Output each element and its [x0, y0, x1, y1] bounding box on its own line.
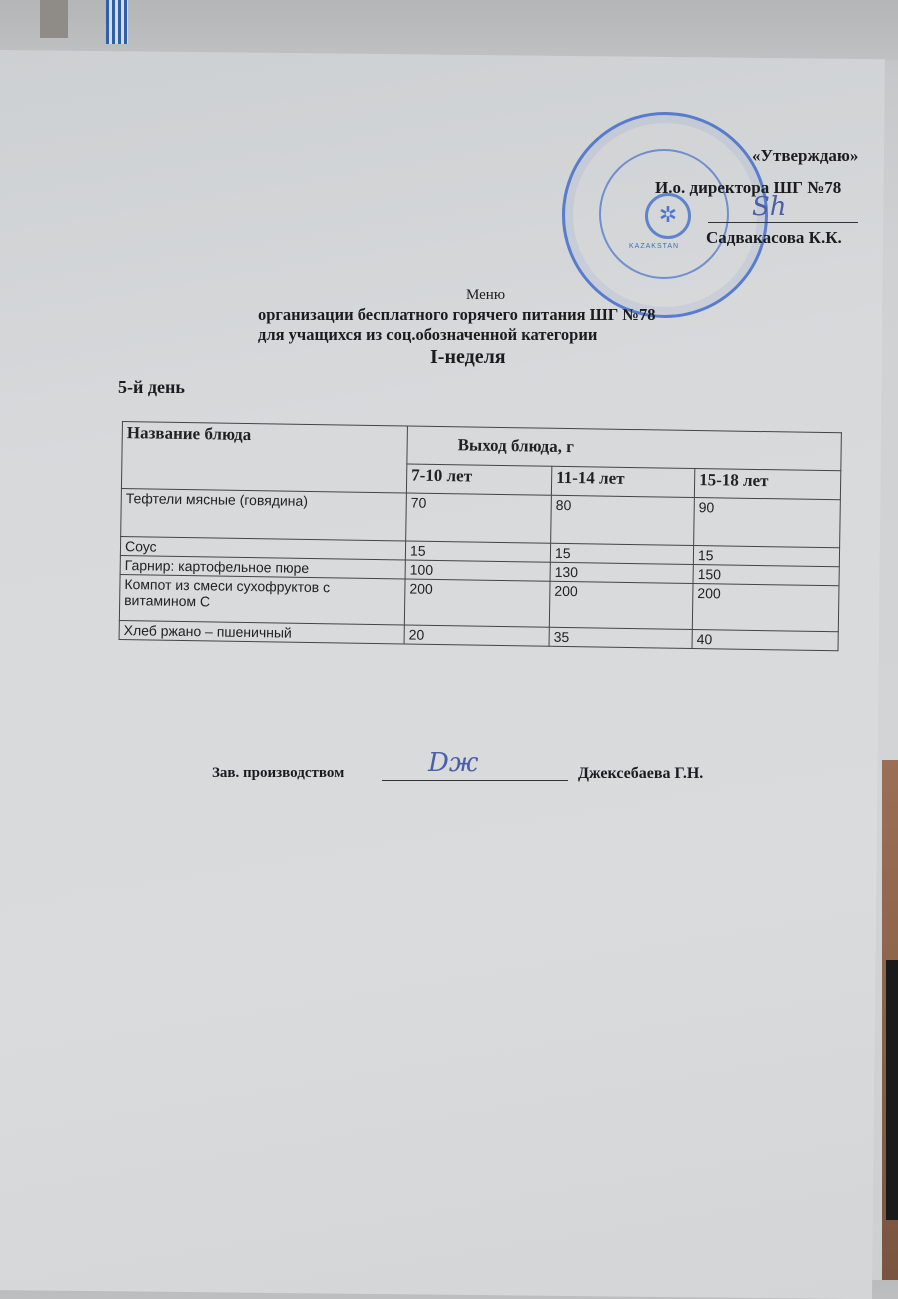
portion-value: 15	[405, 541, 550, 562]
portion-value: 130	[550, 562, 693, 583]
footer-signature: Dж	[428, 748, 479, 778]
portion-value: 200	[549, 581, 693, 629]
portion-value: 200	[692, 583, 839, 631]
approve-label: «Утверждаю»	[752, 146, 859, 165]
portion-value: 100	[405, 560, 550, 581]
approver-name: Садвакасова К.К.	[706, 228, 842, 247]
official-stamp	[562, 112, 768, 318]
approver-signature: Sh	[752, 192, 787, 222]
stamp-label: KAZAKSTAN	[629, 243, 680, 250]
age-group: 15-18 лет	[694, 468, 840, 499]
dish-name: Гарнир: картофельное пюре	[120, 555, 405, 578]
doc-subtitle-1: организации бесплатного горячего питания ШГ №78	[258, 305, 656, 324]
footer-signature-line	[382, 780, 568, 781]
dish-name: Тефтели мясные (говядина)	[121, 488, 407, 540]
folder-tab	[40, 0, 68, 38]
emblem-icon: ✲	[645, 193, 691, 239]
portion-value: 80	[551, 495, 695, 545]
portion-value: 150	[693, 564, 839, 585]
doc-subtitle-2: для учащихся из соц.обозначенной категории	[258, 325, 598, 344]
portion-value: 15	[550, 543, 693, 564]
dish-name: Компот из смеси сухофруктов с витамином С	[119, 574, 405, 624]
footer-name: Джексебаева Г.Н.	[578, 765, 704, 782]
shadow-edge	[886, 960, 898, 1220]
header-output: Выход блюда, г	[407, 426, 842, 471]
portion-value: 20	[404, 625, 549, 646]
footer-role: Зав. производством	[212, 765, 345, 781]
dish-name: Хлеб ржано – пшеничный	[119, 620, 404, 643]
folder-binding	[106, 0, 128, 44]
menu-table	[119, 421, 842, 651]
portion-value: 15	[693, 545, 839, 566]
portion-value: 70	[406, 493, 552, 543]
dish-name: Соус	[120, 536, 405, 559]
age-group: 7-10 лет	[406, 464, 551, 495]
approver-position: И.о. директора ШГ №78	[655, 178, 842, 197]
header-dish: Название блюда	[121, 422, 407, 493]
age-group: 11-14 лет	[551, 466, 694, 497]
day-label: 5-й день	[118, 377, 185, 397]
approver-signature-line	[708, 222, 858, 223]
portion-value: 90	[694, 497, 841, 547]
portion-value: 200	[404, 579, 550, 627]
portion-value: 35	[549, 627, 692, 648]
week-label: I-неделя	[430, 346, 506, 368]
doc-title: Меню	[466, 287, 506, 303]
portion-value: 40	[692, 629, 838, 650]
